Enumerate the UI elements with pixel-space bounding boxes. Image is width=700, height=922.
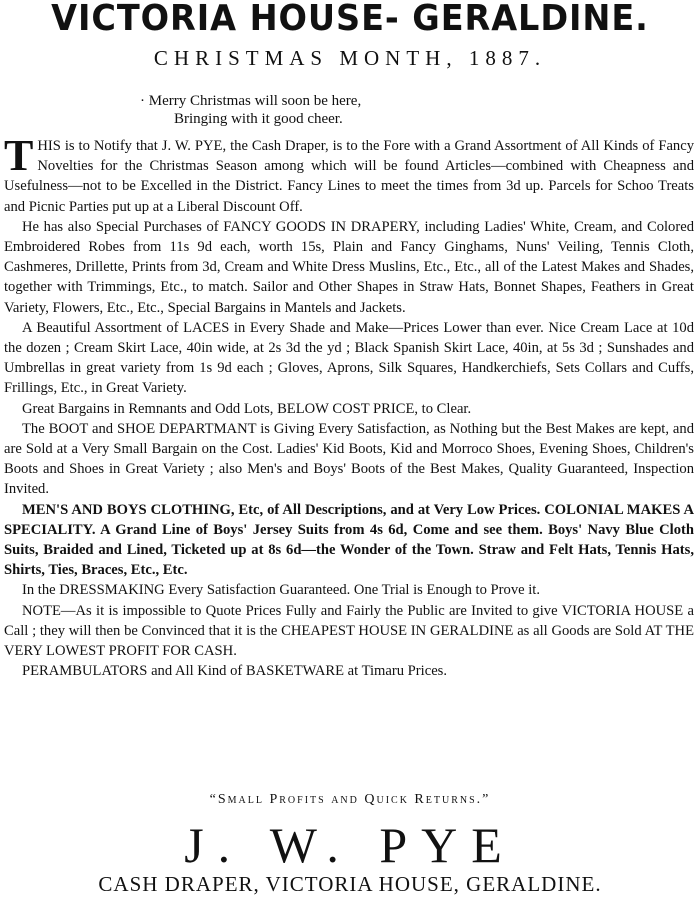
drop-cap: T: [4, 131, 34, 180]
subhead-date: CHRISTMAS MONTH, 1887.: [153, 46, 547, 70]
verse-line-2: Bringing with it good cheer.: [174, 111, 343, 127]
paragraph-clothing: MEN'S AND BOYS CLOTHING, Etc, of All Descriptions, and at Very Low Prices. COLONIAL MAKES A SPECIALITY. A Grand Line of Boys' Jersey Suits from 4s 6d, Come and see them. Boys' Navy Blue Cloth Suits, Braided and Lined, Ticketed up at 8s 6d—the Wonder of the Town. Straw and Felt Hats, Tennis Hats, Shirts, Ties, Braces, Etc., Etc.: [4, 501, 694, 579]
paragraph-dressmaking: In the DRESSMAKING Every Satisfaction Guaranteed. One Trial is Enough to Prove it.: [22, 582, 541, 599]
paragraph-fancy-goods: He has also Special Purchases of FANCY GOODS IN DRAPERY, including Ladies' White, Cream, and Colored Embroidered Robes from 11s 9d each, worth 15s, Plain and Fancy Ginghams, Nuns' Veiling, Tennis Cloth, Cashmeres, Drillette, Prints from 3d, Cream and White Dress Muslins, Etc., Etc., all of the Latest Makes and Shades, together with Trimmings, Etc., to match. Sailor and Other Shapes in Straw Hats, Bonnet Shapes, Feathers in Great Variety, Flowers, Etc., Etc., Special Bargains in Mantels and Jackets.: [4, 218, 694, 316]
paragraph-notice: [4, 131, 694, 217]
paragraph-boots-shoes: The BOOT and SHOE DEPARTMANT is Giving Every Satisfaction, as Nothing but the Best Makes are kept, and are Sold at a Very Small Bargain on the Cost. Ladies' Kid Boots, Kid and Morroco Shoes, Evening Shoes, Children's Boots and Shoes in Great Variety ; also Men's and Boys' Boots of the Best Makes, Quality Guaranteed, Inspection Invited.: [4, 420, 694, 498]
paragraph-perambulators: PERAMBULATORS and All Kind of BASKETWARE at Timaru Prices.: [22, 663, 447, 680]
tagline: “Small Profits and Quick Returns.”: [209, 792, 491, 807]
paragraph-remnants: Great Bargains in Remnants and Odd Lots, BELOW COST PRICE, to Clear.: [22, 400, 472, 417]
paragraph-laces: A Beautiful Assortment of LACES in Every Shade and Make—Prices Lower than ever. Nice Cream Lace at 10d the dozen ; Cream Skirt Lace, 40in wide, at 2s 3d the yd ; Black Spanish Skirt Lace, 40in, at 5s 3d ; Sunshades and Umbrellas in great variety from 1s 9d each ; Gloves, Aprons, Silk Squares, Handkerchiefs, Sets Collars and Cuffs, Frillings, Etc., in Great Variety.: [4, 319, 694, 397]
footer-address: CASH DRAPER, VICTORIA HOUSE, GERALDINE.: [98, 872, 602, 896]
paragraph-notice-text: HIS is to Notify that J. W. PYE, the Cash Draper, is to the Fore with a Grand Assortment of All Kinds of Fancy Novelties for the Christmas Season among which will be found Articles—combined with Cheapness and Usefulness—not to be Excelled in the District. Fancy Lines to meet the times from 3d up. Parcels for Schoo Treats and Picnic Parties put up at a Liberal Discount Off.: [4, 138, 694, 215]
signature-name: J. W. PYE: [184, 817, 516, 873]
paragraph-note: NOTE—As it is impossible to Quote Prices Fully and Fairly the Public are Invited to give VICTORIA HOUSE a Call ; they will then be Convinced that it is the CHEAPEST HOUSE IN GERALDINE as all Goods are Sold AT THE VERY LOWEST PROFIT FOR CASH.: [4, 602, 694, 660]
headline-title: VICTORIA HOUSE- GERALDINE.: [51, 0, 649, 39]
body-copy: [4, 131, 694, 681]
opening-verse: [140, 92, 520, 128]
verse-line-1: · Merry Christmas will soon be here,: [140, 93, 362, 109]
